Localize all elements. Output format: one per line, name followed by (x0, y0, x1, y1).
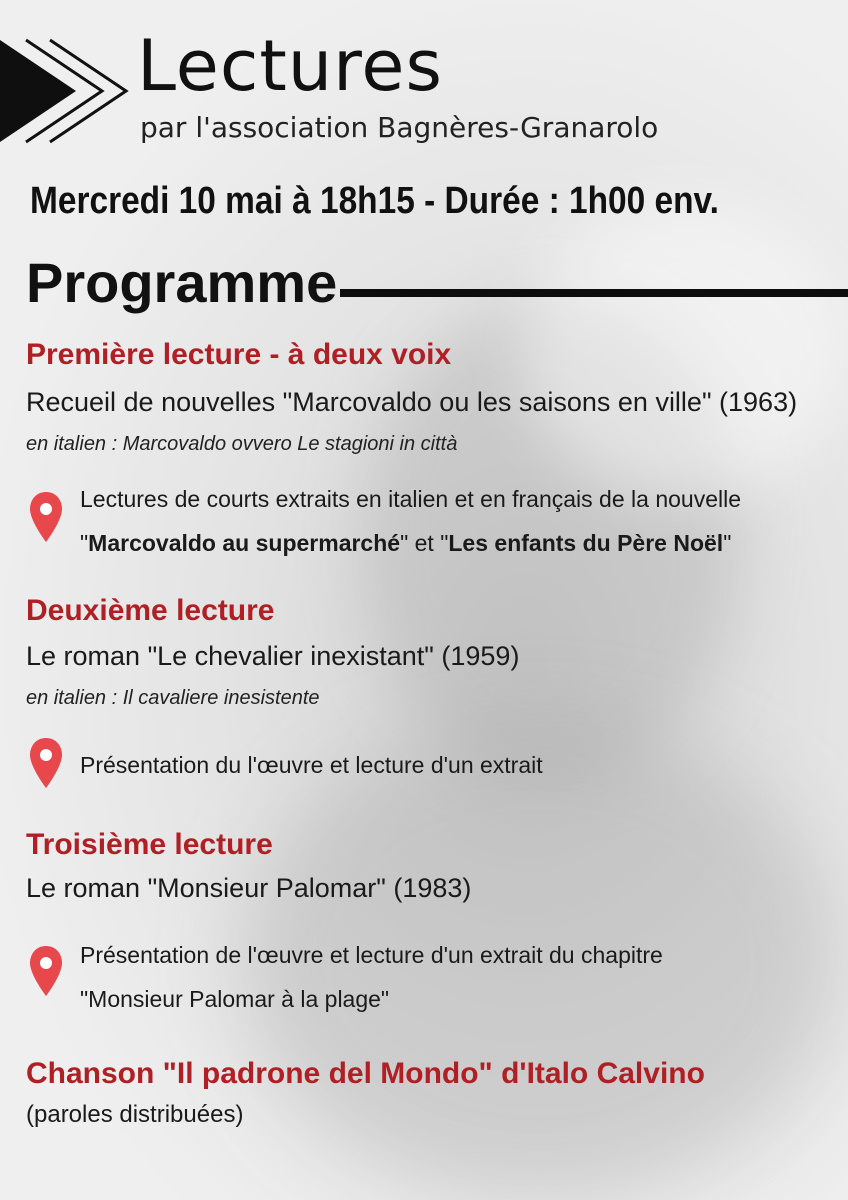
event-date: Mercredi 10 mai à 18h15 - Durée : 1h00 env. (30, 180, 719, 222)
map-pin-icon (28, 944, 64, 998)
section-1-description-line-1: Lectures de courts extraits en italien et en français de la nouvelle (80, 486, 741, 512)
map-pin-icon (28, 736, 64, 790)
song-subtitle: (paroles distribuées) (26, 1101, 244, 1128)
section-3-description-line-2: "Monsieur Palomar à la plage" (80, 986, 390, 1012)
section-3-description-line-1: Présentation de l'œuvre et lecture d'un extrait du chapitre (80, 942, 663, 968)
story-title-2: Les enfants du Père Noël (448, 530, 724, 556)
story-title-1: Marcovaldo au supermarché (88, 530, 401, 556)
section-1-italian: en italien : Marcovaldo ovvero Le stagioni in città (26, 433, 458, 455)
heading-rule (340, 289, 848, 297)
section-1-title: Première lecture - à deux voix (26, 338, 452, 371)
section-2-description: Présentation du l'œuvre et lecture d'un extrait (80, 752, 543, 778)
page-title: Lectures (137, 25, 443, 107)
page-subtitle: par l'association Bagnères-Granarolo (140, 111, 659, 144)
section-3-work: Le roman "Monsieur Palomar" (1983) (26, 873, 472, 903)
section-1-description-line-2: "Marcovaldo au supermarché" et "Les enfants du Père Noël" (80, 530, 732, 556)
section-3-title: Troisième lecture (26, 828, 273, 861)
section-2-title: Deuxième lecture (26, 594, 275, 627)
map-pin-icon (28, 490, 64, 544)
section-2-work: Le roman "Le chevalier inexistant" (1959) (26, 641, 520, 671)
section-1-work: Recueil de nouvelles "Marcovaldo ou les saisons en ville" (1963) (26, 387, 798, 417)
programme-heading: Programme (26, 251, 338, 314)
chevron-logo-icon (0, 36, 130, 146)
section-2-italian: en italien : Il cavaliere inesistente (26, 687, 320, 709)
song-title: Chanson "Il padrone del Mondo" d'Italo Calvino (26, 1057, 705, 1090)
